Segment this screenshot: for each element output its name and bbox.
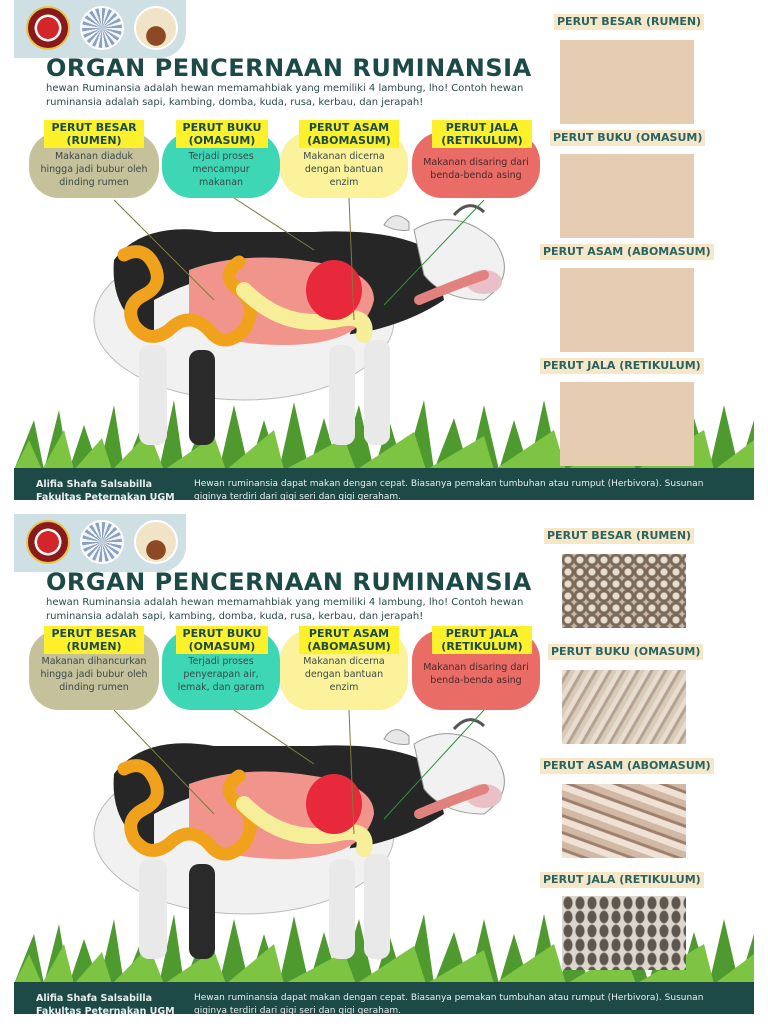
footer-bar (14, 982, 754, 1014)
retikulum-description: Makanan disaring dari benda-benda asing (423, 662, 529, 686)
page-title: ORGAN PENCERNAAN RUMINANSIA (46, 54, 532, 82)
footer-note: Hewan ruminansia dapat makan dengan cepat. Biasanya pemakan tumbuhan atau rumput (Herbivora). Susunan giginya terdiri dari gigi seri dan gigi geraham. (194, 993, 704, 1014)
side-label-rumen: PERUT BESAR (RUMEN) (554, 14, 704, 30)
rumen-tag: PERUT BESAR (RUMEN) (44, 120, 144, 148)
omasum-description: Terjadi proses mencampur makanan (188, 150, 254, 188)
rumen-description: Makanan diaduk hingga jadi bubur oleh dinding rumen (40, 150, 148, 188)
retikulum-tag: PERUT JALA (RETIKULUM) (432, 120, 532, 148)
footer-bar (14, 468, 754, 500)
rumen-description: Makanan dihancurkan hingga jadi bubur oleh dinding rumen (40, 655, 148, 693)
infographic-panel-2 (14, 514, 754, 1014)
abomasum-tissue-photo (562, 784, 686, 858)
intro-text: hewan Ruminansia adalah hewan memamahbiak yang memiliki 4 lambung, lho! Contoh hewan ruminansia adalah sapi, kambing, domba, kuda, rusa, kerbau, dan jerapah! (46, 83, 524, 108)
abomasum-tag: PERUT ASAM (ABOMASUM) (299, 626, 399, 654)
side-label-retikulum: PERUT JALA (RETIKULUM) (540, 872, 704, 888)
placeholder-retikulum (560, 382, 694, 466)
retikulum-tag: PERUT JALA (RETIKULUM) (432, 626, 532, 654)
rumen-tissue-photo (562, 554, 686, 628)
retikulum-tissue-photo (562, 896, 686, 970)
infographic-panel-1 (14, 0, 754, 500)
side-label-omasum: PERUT BUKU (OMASUM) (550, 130, 705, 146)
author-credit: Alifia Shafa Salsabilla Fakultas Peternakan UGM (36, 479, 175, 500)
intro-text: hewan Ruminansia adalah hewan memamahbiak yang memiliki 4 lambung, lho! Contoh hewan ruminansia adalah sapi, kambing, domba, kuda, rusa, kerbau, dan jerapah! (46, 597, 524, 622)
abomasum-description: Makanan dicerna dengan bantuan enzim (303, 150, 385, 188)
omasum-tissue-photo (562, 670, 686, 744)
page-title: ORGAN PENCERNAAN RUMINANSIA (46, 568, 532, 596)
abomasum-description: Makanan dicerna dengan bantuan enzim (303, 655, 385, 693)
omasum-description: Terjadi proses penyerapan air, lemak, dan garam (177, 655, 265, 693)
side-label-rumen: PERUT BESAR (RUMEN) (544, 528, 694, 544)
omasum-tag: PERUT BUKU (OMASUM) (176, 120, 268, 148)
side-label-retikulum: PERUT JALA (RETIKULUM) (540, 358, 704, 374)
side-label-abomasum: PERUT ASAM (ABOMASUM) (540, 758, 714, 774)
omasum-tag: PERUT BUKU (OMASUM) (176, 626, 268, 654)
placeholder-omasum (560, 154, 694, 238)
abomasum-tag: PERUT ASAM (ABOMASUM) (299, 120, 399, 148)
side-label-omasum: PERUT BUKU (OMASUM) (548, 644, 703, 660)
author-credit: Alifia Shafa Salsabilla Fakultas Peternakan UGM (36, 993, 175, 1014)
retikulum-description: Makanan disaring dari benda-benda asing (423, 157, 529, 181)
placeholder-abomasum (560, 268, 694, 352)
side-label-abomasum: PERUT ASAM (ABOMASUM) (540, 244, 714, 260)
placeholder-rumen (560, 40, 694, 124)
rumen-tag: PERUT BESAR (RUMEN) (44, 626, 144, 654)
footer-note: Hewan ruminansia dapat makan dengan cepat. Biasanya pemakan tumbuhan atau rumput (Herbivora). Susunan giginya terdiri dari gigi seri dan gigi geraham. (194, 479, 704, 500)
